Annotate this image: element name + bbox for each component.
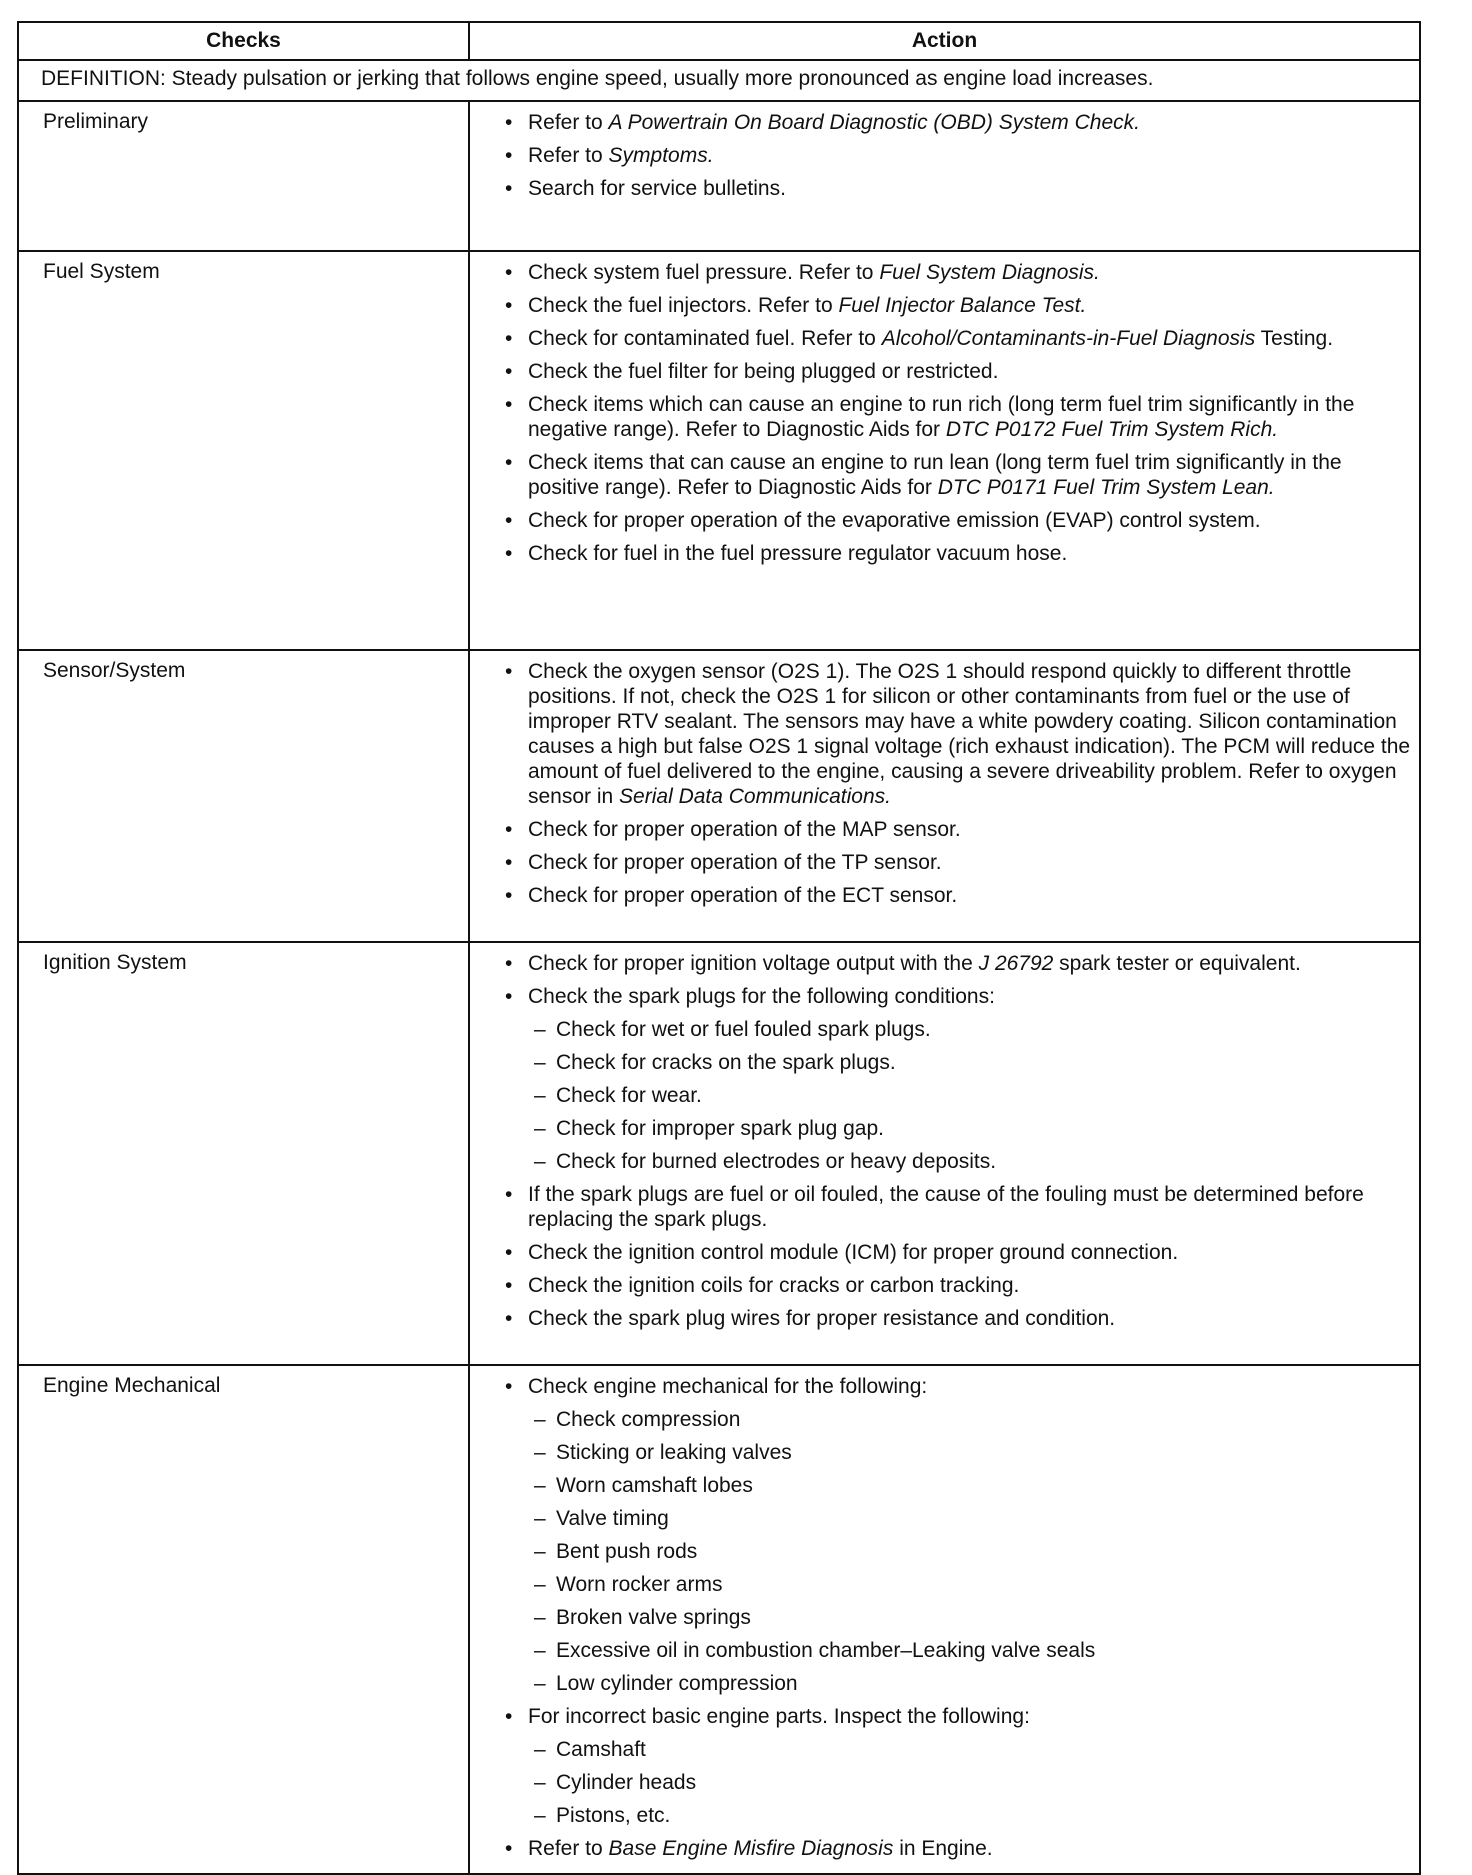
dash-icon: –	[534, 1639, 546, 1662]
sub-list-item	[470, 1149, 1411, 1174]
dash-icon: –	[534, 1084, 546, 1107]
item-text: Search for service bulletins.	[528, 177, 786, 200]
item-text: Check the ignition coils for cracks or carbon tracking.	[528, 1274, 1020, 1297]
item-text: Valve timing	[556, 1507, 669, 1530]
header-action: Action	[469, 22, 1420, 60]
bullet-icon: •	[505, 660, 513, 683]
action-cell	[469, 942, 1420, 1365]
bullet-icon: •	[505, 884, 513, 907]
bullet-icon: •	[505, 1241, 513, 1264]
reference-text: Fuel System Diagnosis.	[879, 261, 1100, 284]
sub-list-item	[470, 1803, 1411, 1828]
sub-list-item	[470, 1506, 1411, 1531]
dash-icon: –	[534, 1573, 546, 1596]
bullet-icon: •	[505, 111, 513, 134]
list-item	[470, 883, 1411, 908]
sub-list-item	[470, 1050, 1411, 1075]
bullet-icon: •	[505, 1837, 513, 1860]
dash-icon: –	[534, 1606, 546, 1629]
bullet-icon: •	[505, 1705, 513, 1728]
reference-text: J 26792	[978, 952, 1054, 975]
list-item	[470, 541, 1411, 566]
sub-list-item	[470, 1083, 1411, 1108]
list-item	[470, 359, 1411, 384]
sub-list-item	[470, 1605, 1411, 1630]
dash-icon: –	[534, 1540, 546, 1563]
bullet-icon: •	[505, 261, 513, 284]
table-row	[18, 1365, 1420, 1874]
item-text: Check for proper operation of the ECT sensor.	[528, 884, 958, 907]
item-text: in Engine.	[893, 1837, 993, 1860]
item-text: Check for burned electrodes or heavy deposits.	[556, 1150, 997, 1173]
action-cell	[469, 1365, 1420, 1874]
list-item	[470, 850, 1411, 875]
item-text: Check for improper spark plug gap.	[556, 1117, 884, 1140]
item-text: Check the spark plugs for the following conditions:	[528, 985, 995, 1008]
item-text: Cylinder heads	[556, 1771, 697, 1794]
item-text: Refer to	[528, 1837, 609, 1860]
sub-list-item	[470, 1572, 1411, 1597]
list-item	[470, 1704, 1411, 1729]
bullet-icon: •	[505, 327, 513, 350]
definition-text: DEFINITION: Steady pulsation or jerking that follows engine speed, usually more pronounced as engine load increases.	[18, 60, 1420, 101]
item-text: Check items that can cause an engine to run lean (long term fuel trim significantly in the positive range). Refer to Diagnostic Aids for	[528, 451, 1342, 499]
diagnostic-table	[17, 21, 1421, 1875]
item-text: Check for proper operation of the TP sensor.	[528, 851, 942, 874]
dash-icon: –	[534, 1018, 546, 1041]
list-item	[470, 1306, 1411, 1331]
item-text: Refer to	[528, 144, 609, 167]
reference-text: DTC P0171 Fuel Trim System Lean.	[937, 476, 1275, 499]
reference-text: Alcohol/Contaminants-in-Fuel Diagnosis	[881, 327, 1256, 350]
item-text: Refer to	[528, 111, 609, 134]
item-text: Check for proper ignition voltage output with the	[528, 952, 979, 975]
item-text: Check the spark plug wires for proper resistance and condition.	[528, 1307, 1116, 1330]
item-text: Worn rocker arms	[556, 1573, 723, 1596]
list-item	[470, 1374, 1411, 1399]
item-text: Check for contaminated fuel. Refer to	[528, 327, 882, 350]
list-item	[470, 817, 1411, 842]
sub-list-item	[470, 1638, 1411, 1663]
list-item	[470, 984, 1411, 1009]
bullet-icon: •	[505, 985, 513, 1008]
item-text: Check for wear.	[556, 1084, 702, 1107]
reference-text: A Powertrain On Board Diagnostic (OBD) System Check.	[608, 111, 1140, 134]
list-item	[470, 1273, 1411, 1298]
dash-icon: –	[534, 1408, 546, 1431]
reference-text: Fuel Injector Balance Test.	[838, 294, 1087, 317]
bullet-icon: •	[505, 1307, 513, 1330]
item-text: spark tester or equivalent.	[1053, 952, 1301, 975]
list-item	[470, 450, 1411, 500]
sub-list-item	[470, 1116, 1411, 1141]
action-cell	[469, 101, 1420, 251]
list-item	[470, 326, 1411, 351]
dash-icon: –	[534, 1672, 546, 1695]
item-text: Check engine mechanical for the following:	[528, 1375, 928, 1398]
reference-text: Base Engine Misfire Diagnosis	[608, 1837, 894, 1860]
header-row	[18, 22, 1420, 60]
reference-text: Serial Data Communications.	[619, 785, 891, 808]
list-item	[470, 110, 1411, 135]
sub-list-item	[470, 1737, 1411, 1762]
check-category: Preliminary	[18, 101, 469, 251]
item-text: For incorrect basic engine parts. Inspect the following:	[528, 1705, 1030, 1728]
dash-icon: –	[534, 1051, 546, 1074]
item-text: Check for wet or fuel fouled spark plugs.	[556, 1018, 931, 1041]
table-row	[18, 251, 1420, 650]
bullet-icon: •	[505, 851, 513, 874]
bullet-icon: •	[505, 1375, 513, 1398]
item-text: Check for proper operation of the evaporative emission (EVAP) control system.	[528, 509, 1261, 532]
dash-icon: –	[534, 1441, 546, 1464]
header-checks: Checks	[18, 22, 469, 60]
item-text: Bent push rods	[556, 1540, 698, 1563]
sub-list-item	[470, 1770, 1411, 1795]
list-item	[470, 508, 1411, 533]
table-row	[18, 650, 1420, 942]
bullet-icon: •	[505, 294, 513, 317]
item-text: If the spark plugs are fuel or oil fouled, the cause of the fouling must be determined before replacing the spark plugs.	[528, 1183, 1364, 1231]
bullet-icon: •	[505, 177, 513, 200]
item-text: Check the ignition control module (ICM) for proper ground connection.	[528, 1241, 1179, 1264]
item-text: Camshaft	[556, 1738, 646, 1761]
dash-icon: –	[534, 1738, 546, 1761]
check-category: Engine Mechanical	[18, 1365, 469, 1874]
dash-icon: –	[534, 1150, 546, 1173]
list-item	[470, 659, 1411, 809]
sub-list-item	[470, 1473, 1411, 1498]
dash-icon: –	[534, 1474, 546, 1497]
bullet-icon: •	[505, 451, 513, 474]
list-item	[470, 1182, 1411, 1232]
list-item	[470, 260, 1411, 285]
check-category: Ignition System	[18, 942, 469, 1365]
dash-icon: –	[534, 1771, 546, 1794]
list-item	[470, 951, 1411, 976]
item-text: Worn camshaft lobes	[556, 1474, 753, 1497]
reference-text: Symptoms.	[608, 144, 714, 167]
item-text: Check the fuel filter for being plugged or restricted.	[528, 360, 999, 383]
reference-text: DTC P0172 Fuel Trim System Rich.	[945, 418, 1279, 441]
item-text: Excessive oil in combustion chamber–Leaking valve seals	[556, 1639, 1096, 1662]
bullet-icon: •	[505, 509, 513, 532]
list-item	[470, 1836, 1411, 1861]
list-item	[470, 143, 1411, 168]
list-item	[470, 293, 1411, 318]
item-text: Check the oxygen sensor (O2S 1). The O2S 1 should respond quickly to different throttle positions. If not, check the O2S 1 for silicon or other contaminants from fuel or the use of improper RTV sealant. The sensors may have a white powdery coating. Silicon contamination causes a high but false O2S 1 signal voltage (rich exhaust indication). The PCM will reduce the amount of fuel delivered to the engine, causing a severe driveability problem. Refer to oxygen sensor in	[528, 660, 1411, 808]
bullet-icon: •	[505, 1183, 513, 1206]
item-text: Check for fuel in the fuel pressure regulator vacuum hose.	[528, 542, 1068, 565]
table-row	[18, 101, 1420, 251]
bullet-icon: •	[505, 144, 513, 167]
item-text: Low cylinder compression	[556, 1672, 798, 1695]
list-item	[470, 392, 1411, 442]
item-text: Check for proper operation of the MAP sensor.	[528, 818, 961, 841]
sub-list-item	[470, 1440, 1411, 1465]
list-item	[470, 176, 1411, 201]
sub-list-item	[470, 1539, 1411, 1564]
sub-list-item	[470, 1407, 1411, 1432]
table-row	[18, 942, 1420, 1365]
action-cell	[469, 650, 1420, 942]
item-text: Testing.	[1255, 327, 1334, 350]
item-text: Check system fuel pressure. Refer to	[528, 261, 880, 284]
bullet-icon: •	[505, 1274, 513, 1297]
item-text: Sticking or leaking valves	[556, 1441, 792, 1464]
item-text: Broken valve springs	[556, 1606, 751, 1629]
definition-row	[18, 60, 1420, 101]
check-category: Fuel System	[18, 251, 469, 650]
dash-icon: –	[534, 1507, 546, 1530]
item-text: Check for cracks on the spark plugs.	[556, 1051, 896, 1074]
bullet-icon: •	[505, 393, 513, 416]
item-text: Check items which can cause an engine to run rich (long term fuel trim significantly in the negative range). Refer to Diagnostic Aids for	[528, 393, 1355, 441]
sub-list-item	[470, 1671, 1411, 1696]
dash-icon: –	[534, 1804, 546, 1827]
check-category: Sensor/System	[18, 650, 469, 942]
bullet-icon: •	[505, 542, 513, 565]
bullet-icon: •	[505, 952, 513, 975]
item-text: Check the fuel injectors. Refer to	[528, 294, 839, 317]
bullet-icon: •	[505, 360, 513, 383]
sub-list-item	[470, 1017, 1411, 1042]
item-text: Check compression	[556, 1408, 741, 1431]
item-text: Pistons, etc.	[556, 1804, 671, 1827]
bullet-icon: •	[505, 818, 513, 841]
list-item	[470, 1240, 1411, 1265]
dash-icon: –	[534, 1117, 546, 1140]
action-cell	[469, 251, 1420, 650]
